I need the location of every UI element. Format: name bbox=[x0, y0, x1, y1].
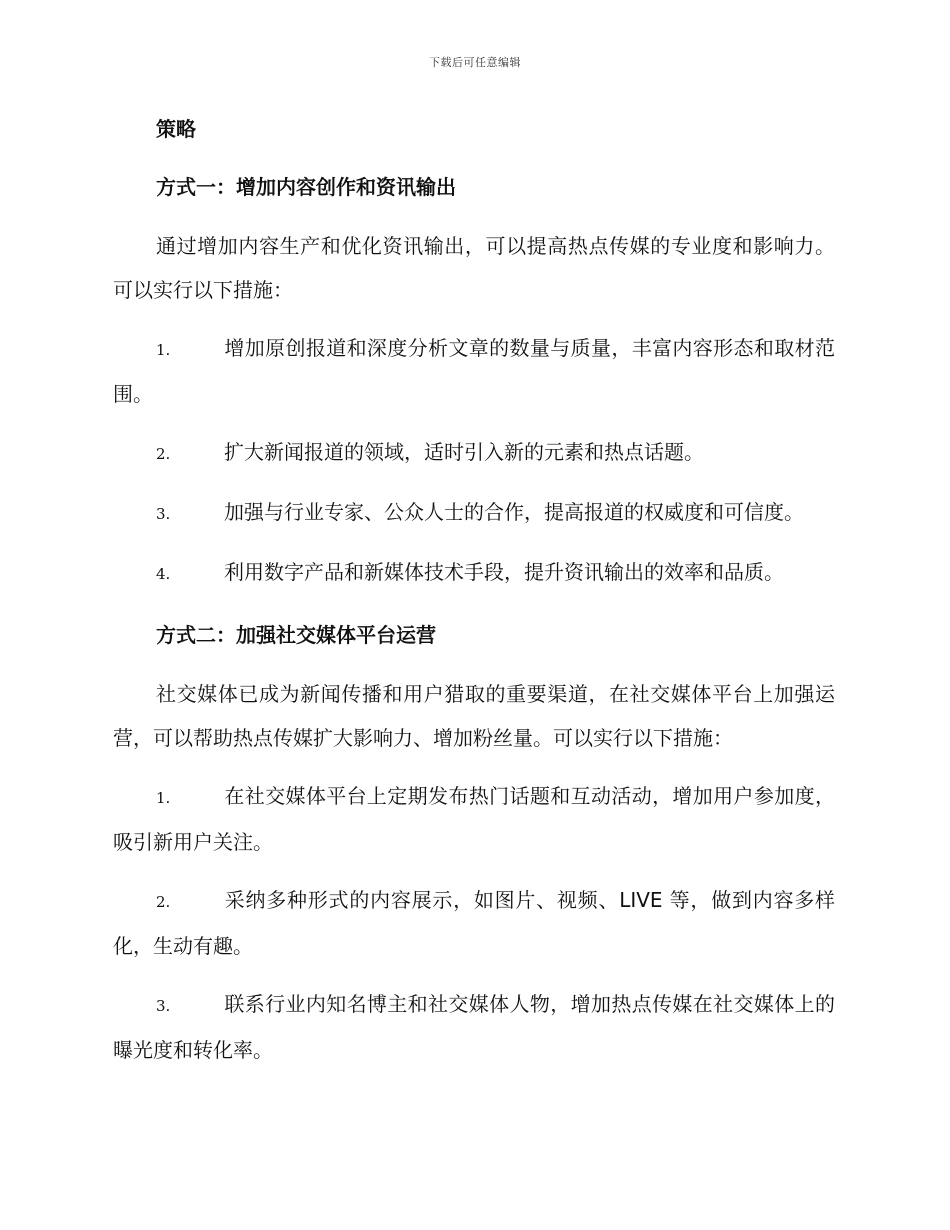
section-1-intro: 通过增加内容生产和优化资讯输出，可以提高热点传媒的专业度和影响力。可以实行以下措施： bbox=[113, 234, 835, 302]
section-1-item-1 bbox=[113, 326, 835, 416]
section-2-item-3 bbox=[113, 982, 835, 1072]
section-2-heading: 方式二：加强社交媒体平台运营 bbox=[156, 623, 436, 647]
list-number: 2. bbox=[156, 893, 171, 911]
section-2-intro: 社交媒体已成为新闻传播和用户猎取的重要渠道，在社交媒体平台上加强运营，可以帮助热点传媒扩大影响力、增加粉丝量。可以实行以下措施： bbox=[113, 682, 835, 750]
list-text: 在社交媒体平台上定期发布热门话题和互动活动，增加用户参加度，吸引新用户关注。 bbox=[113, 784, 835, 854]
list-text: 采纳多种形式的内容展示，如图片、视频、LIVE 等，做到内容多样化，生动有趣。 bbox=[113, 888, 835, 958]
list-number: 3. bbox=[156, 505, 171, 523]
list-number: 4. bbox=[156, 565, 171, 583]
document-title: 策略 bbox=[156, 117, 196, 141]
section-1-item-2 bbox=[113, 430, 835, 476]
section-1-item-4 bbox=[113, 550, 835, 596]
list-number: 3. bbox=[156, 997, 171, 1015]
list-number: 2. bbox=[156, 445, 171, 463]
list-text: 联系行业内知名博主和社交媒体人物，增加热点传媒在社交媒体上的曝光度和转化率。 bbox=[113, 992, 835, 1062]
section-2-item-1 bbox=[113, 774, 835, 864]
section-1-heading: 方式一：增加内容创作和资讯输出 bbox=[156, 175, 456, 199]
list-text: 利用数字产品和新媒体技术手段，提升资讯输出的效率和品质。 bbox=[224, 560, 784, 584]
list-number: 1. bbox=[156, 789, 171, 807]
document-body bbox=[113, 110, 835, 1072]
list-text: 增加原创报道和深度分析文章的数量与质量，丰富内容形态和取材范围。 bbox=[113, 336, 835, 406]
page-header-note: 下载后可任意编辑 bbox=[429, 56, 521, 69]
section-1-item-3 bbox=[113, 490, 835, 536]
section-2-item-2 bbox=[113, 878, 835, 968]
list-text: 加强与行业专家、公众人士的合作，提高报道的权威度和可信度。 bbox=[224, 500, 804, 524]
list-number: 1. bbox=[156, 341, 171, 359]
list-text: 扩大新闻报道的领域，适时引入新的元素和热点话题。 bbox=[224, 440, 704, 464]
